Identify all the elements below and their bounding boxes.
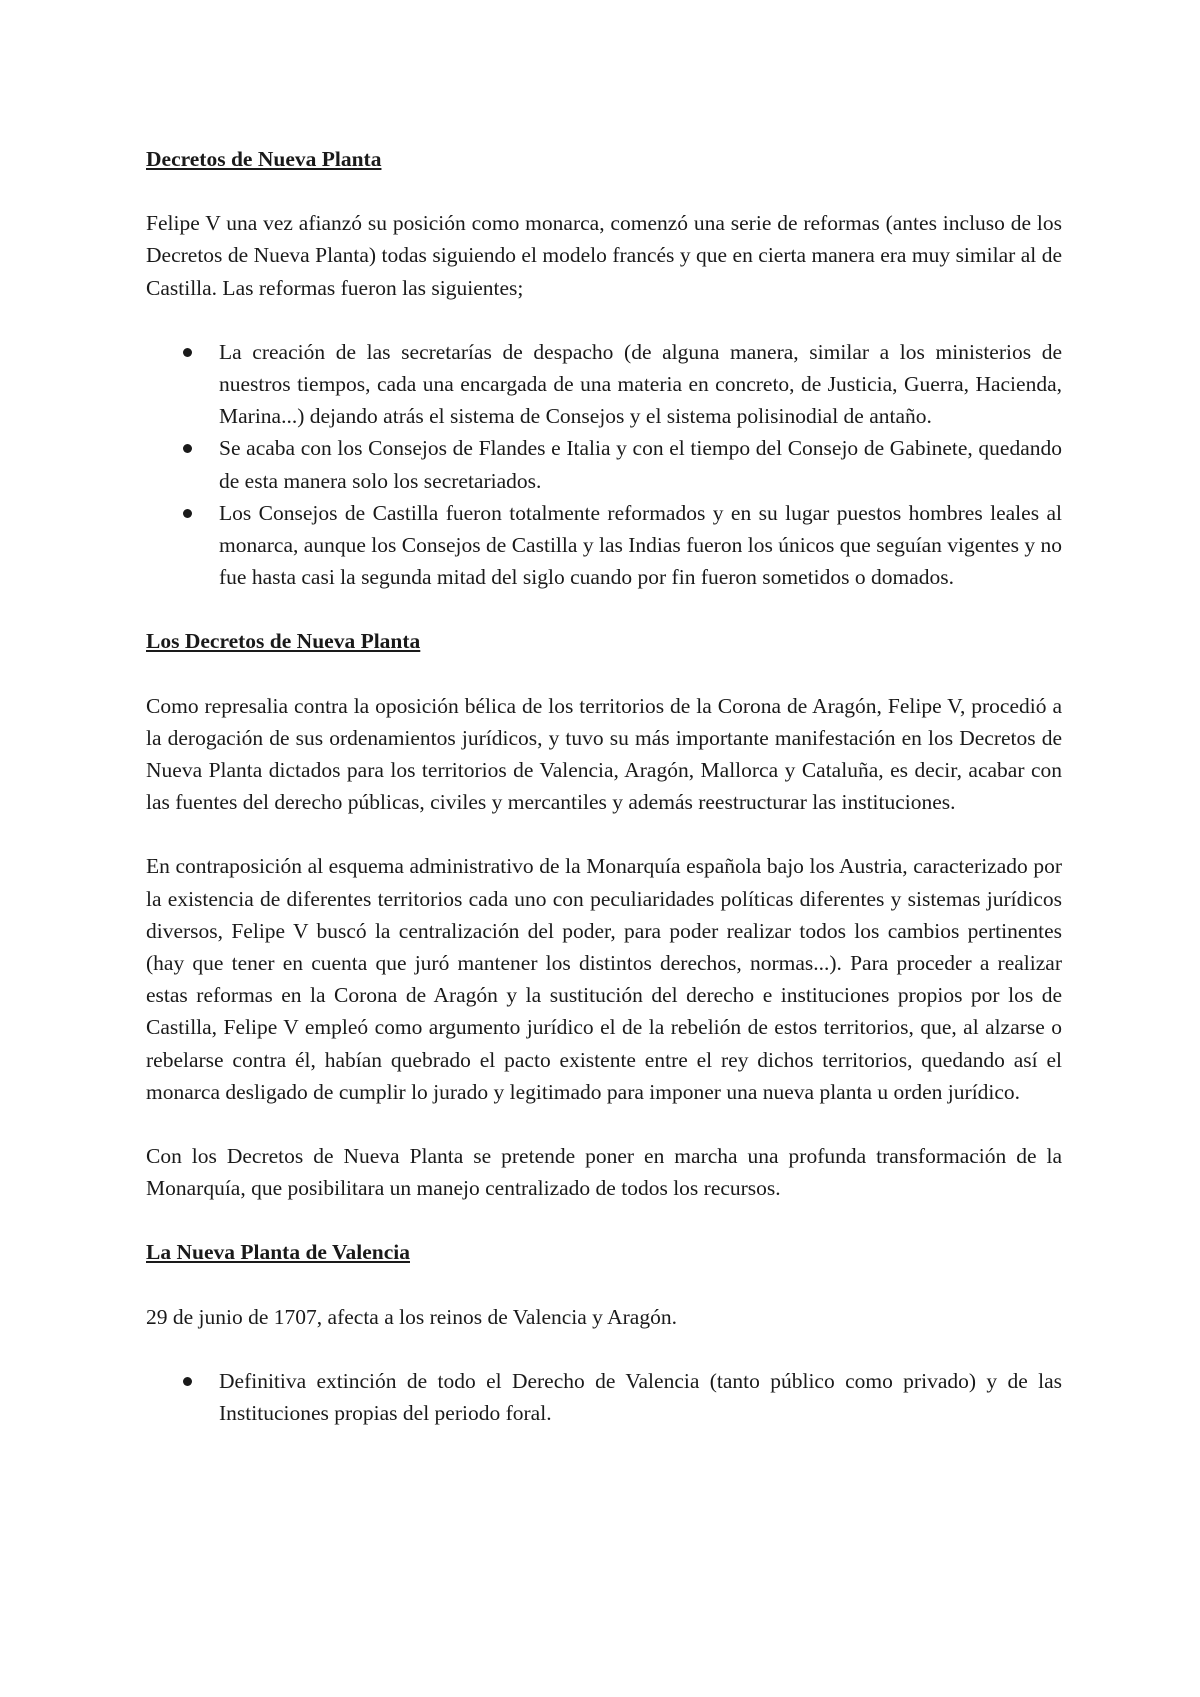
- body-paragraph: Con los Decretos de Nueva Planta se pretende poner en marcha una profunda transformación de la Monarquía, que posibilitara un manejo centralizado de todos los recursos.: [146, 1144, 1062, 1201]
- body-paragraph: En contraposición al esquema administrativo de la Monarquía española bajo los Austria, caracterizado por la existencia de diferentes territorios cada uno con peculiaridades políticas diferentes y sistemas jurídicos diversos, Felipe V buscó la centralización del poder, para poder realizar todos los cambios pertinentes (hay que tener en cuenta que juró mantener los distintos derechos, normas...). Para proceder a realizar estas reformas en la Corona de Aragón y la sustitución del derecho e instituciones propios por los de Castilla, Felipe V empleó como argumento jurídico el de la rebelión de estos territorios, que, al alzarse o rebelarse contra él, habían quebrado el pacto existente entre el rey dichos territorios, quedando así el monarca desligado de cumplir lo jurado y legitimado para imponer una nueva planta u orden jurídico.: [146, 854, 1062, 1104]
- bullet-text: Se acaba con los Consejos de Flandes e Italia y con el tiempo del Consejo de Gabinete, quedando de esta manera solo los secretariados.: [219, 436, 1062, 493]
- section-heading: Decretos de Nueva Planta: [146, 147, 382, 171]
- section-heading: Los Decretos de Nueva Planta: [146, 629, 421, 654]
- body-paragraph: Felipe V una vez afianzó su posición como monarca, comenzó una serie de reformas (antes incluso de los Decretos de Nueva Planta) todas siguiendo el modelo francés y que en cierta manera era muy similar al de Castilla. Las reformas fueron las siguientes;: [146, 211, 1062, 300]
- bullet-item: [219, 1365, 1062, 1429]
- bullet-dot-icon: [183, 1377, 192, 1386]
- bullet-text: Definitiva extinción de todo el Derecho de Valencia (tanto público como privado) y de las Instituciones propias del periodo foral.: [219, 1368, 1062, 1426]
- document-content: [146, 143, 1062, 1461]
- bullet-dot-icon: [183, 509, 192, 518]
- bullet-item: [219, 432, 1062, 496]
- bullet-dot-icon: [183, 444, 192, 453]
- body-paragraph: Como represalia contra la oposición bélica de los territorios de la Corona de Aragón, Felipe V, procedió a la derogación de sus ordenamientos jurídicos, y tuvo su más importante manifestación en los Decretos de Nueva Planta dictados para los territorios de Valencia, Aragón, Mallorca y Cataluña, es decir, acabar con las fuentes del derecho públicas, civiles y mercantiles y además reestructurar las instituciones.: [146, 693, 1062, 815]
- bullet-list: [146, 336, 1062, 594]
- bullet-dot-icon: [183, 348, 192, 357]
- bullet-text: Los Consejos de Castilla fueron totalmente reformados y en su lugar puestos hombres leales al monarca, aunque los Consejos de Castilla y las Indias fueron los únicos que seguían vigentes y no fue hasta casi la segunda mitad del siglo cuando por fin fueron sometidos o domados.: [219, 500, 1062, 590]
- bullet-list: [146, 1365, 1062, 1429]
- section-heading: La Nueva Planta de Valencia: [146, 1240, 410, 1265]
- bullet-item: [219, 336, 1062, 433]
- body-paragraph: 29 de junio de 1707, afecta a los reinos de Valencia y Aragón.: [146, 1304, 677, 1329]
- bullet-text: La creación de las secretarías de despacho (de alguna manera, similar a los ministerios de nuestros tiempos, cada una encargada de una materia en concreto, de Justicia, Guerra, Hacienda, Marina...) dejando atrás el sistema de Consejos y el sistema polisinodial de antaño.: [219, 339, 1062, 429]
- bullet-item: [219, 497, 1062, 594]
